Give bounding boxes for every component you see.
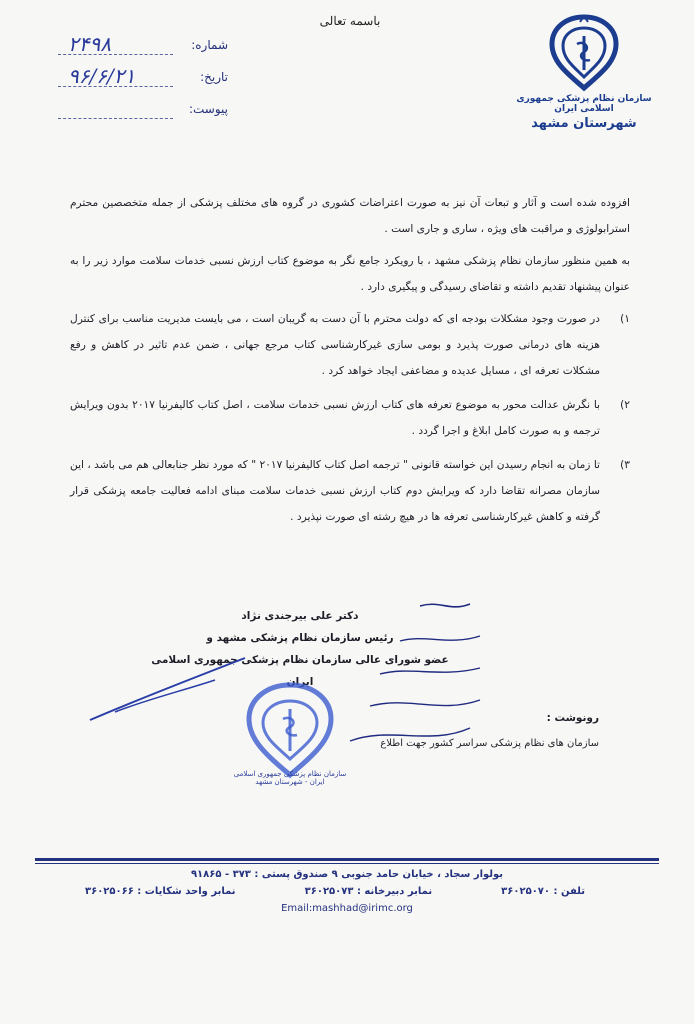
basmala: باسمه تعالی xyxy=(319,14,381,28)
item-text: در صورت وجود مشکلات بودجه ای که دولت محترم با آن دست به گریبان است ، می بایست مدیریت مناسب برای کنترل هزینه های درمانی صورت پذیرد و بومی سازی غیرکارشناسی کتاب مرجع جهانی ، ضمن عدم تاثیر در کاهش و رفع مشکلات تعرفه ای ، مسایل عدیده و مضاعفی ایجاد خواهد کرد . xyxy=(70,313,600,377)
footer-divider xyxy=(35,863,659,864)
number-row xyxy=(58,34,228,66)
number-value: ۲۴۹۸ xyxy=(68,32,111,56)
date-row xyxy=(58,66,228,98)
item-text: تا زمان به انجام رسیدن این خواسته قانونی " ترجمه اصل کتاب کالیفرنیا ۲۰۱۷ " که مورد نظر جنابعالی هم می باشد ، این سازمان مصرانه تقاضا دارد که ویرایش دوم کتاب ارزش نسبی خدمات سلامت مبنای ادامه فعالیت جامعه پزشکی قرار گرفته و کاهش غیرکارشناسی تعرفه ها در هیچ رشته ای صورت نپذیرد . xyxy=(70,459,600,523)
attachment-row xyxy=(58,98,228,130)
footer-email: Email:mashhad@irimc.org xyxy=(281,903,413,914)
item-text: با نگرش عدالت محور به موضوع تعرفه های کتاب ارزش نسبی خدمات سلامت ، اصل کتاب کالیفرنیا ۲۰۱۷ بدون ویرایش ترجمه و به صورت کامل ابلاغ و اجرا گردد . xyxy=(70,399,600,437)
signature-scribble xyxy=(85,650,255,730)
irimc-logo-icon xyxy=(544,14,624,92)
footer-address: بولوار سجاد ، خیابان حامد جنوبی ۹ صندوق پستی : ۳۷۳ - ۹۱۸۶۵ xyxy=(190,869,504,880)
footer-fax-secretariat: نمابر دبیرخانه : ۳۶۰۲۵۰۷۳ xyxy=(304,886,433,897)
numbered-item xyxy=(70,306,630,384)
cc-item: سازمان های نظام پزشکی سراسر کشور جهت اطلاع xyxy=(380,738,599,749)
footer-phone: تلفن : ۳۶۰۲۵۰۷۰ xyxy=(501,886,585,897)
date-label: تاریخ: xyxy=(200,70,228,84)
item-number: ۲) xyxy=(620,399,630,411)
intro-paragraph: به همین منظور سازمان نظام پزشکی مشهد ، با رویکرد جامع نگر به موضوع کتاب ارزش نسبی خدمات سلامت موارد زیر را به عنوان پیشنهاد تقدیم داشته و تقاضای رسیدگی و پیگیری دارد . xyxy=(70,255,630,293)
footer-divider xyxy=(35,858,659,861)
numbered-item xyxy=(70,452,630,530)
item-number: ۳) xyxy=(620,459,630,471)
letter-body xyxy=(70,190,630,538)
org-name: سازمان نظام پزشکی جمهوری اسلامی ایران xyxy=(516,94,652,114)
numbered-item xyxy=(70,392,630,444)
stamp-text: سازمان نظام پزشکی جمهوری اسلامی ایران - شهرستان مشهد xyxy=(233,770,347,786)
number-label: شماره: xyxy=(191,38,228,52)
org-city: شهرستان مشهد xyxy=(531,116,637,131)
cc-label: رونوشت : xyxy=(546,712,599,724)
attachment-label: پیوست: xyxy=(188,102,228,116)
signatory-role: رئیس سازمان نظام پزشکی مشهد و xyxy=(206,632,394,644)
date-value: ۹۶/۶/۲۱ xyxy=(68,64,136,88)
letter-meta xyxy=(58,34,228,130)
footer-contacts xyxy=(85,886,585,897)
signatory-name: دکتر علی بیرجندی نژاد xyxy=(241,610,359,622)
org-header xyxy=(514,14,654,144)
footer-fax-complaints: نمابر واحد شکایات : ۳۶۰۲۵۰۶۶ xyxy=(85,886,236,897)
signatory-role: عضو شورای عالی سازمان نظام پزشکی جمهوری اسلامی ایران xyxy=(151,654,449,688)
intro-paragraph: افزوده شده است و آثار و تبعات آن نیز به صورت اعتراضات کشوری در گروه های مختلف پزشکی از جمله متخصصین محترم استرابولوژی و مراقبت های ویژه ، ساری و جاری است . xyxy=(70,197,630,235)
item-number: ۱) xyxy=(620,313,630,325)
